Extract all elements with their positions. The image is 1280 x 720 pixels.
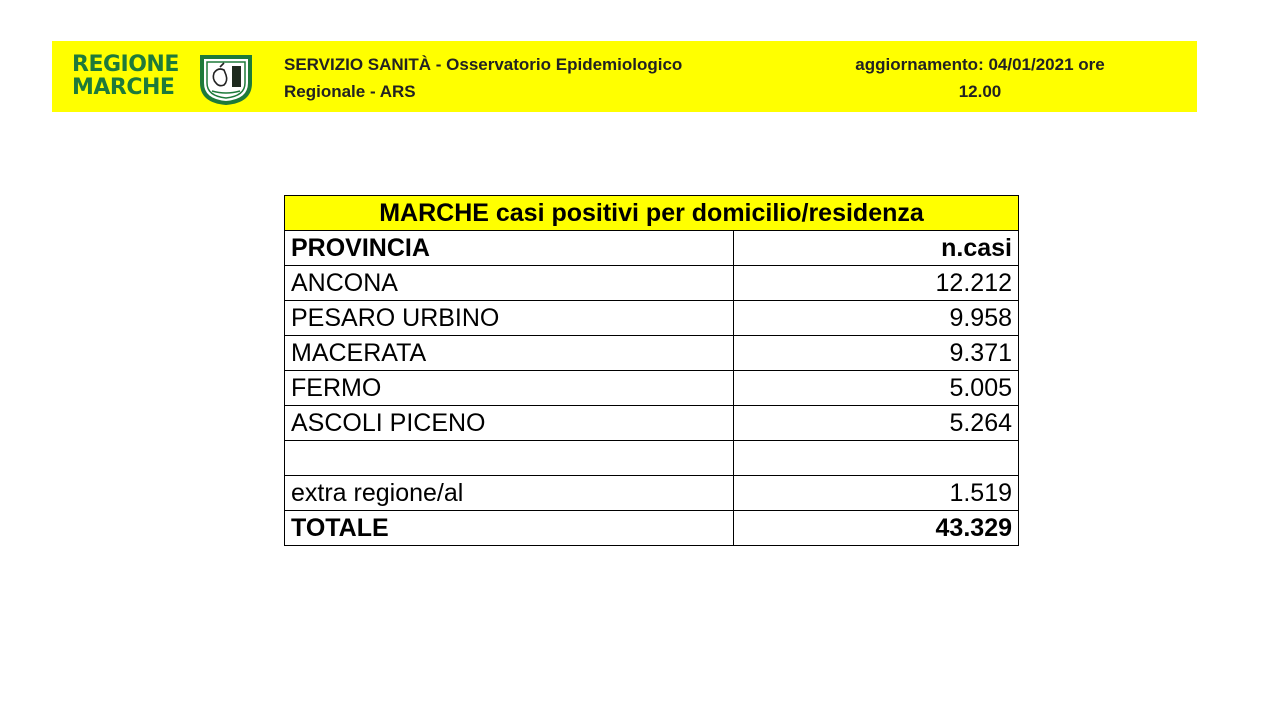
province-cases: 5.005 (734, 371, 1019, 406)
province-cases: 12.212 (734, 266, 1019, 301)
total-cases: 43.329 (734, 511, 1019, 546)
table-row (285, 336, 1019, 371)
province-name: ANCONA (285, 266, 734, 301)
update-line-1: aggiornamento: 04/01/2021 ore (855, 55, 1105, 74)
logo-line-1: REGIONE (72, 52, 179, 77)
logo-line-2: MARCHE (72, 75, 175, 100)
province-name: FERMO (285, 371, 734, 406)
province-cases: 9.371 (734, 336, 1019, 371)
empty-row (285, 441, 1019, 476)
header-title (284, 51, 784, 105)
table-title-row (285, 196, 1019, 231)
empty-cell (285, 441, 734, 476)
header-title-line-1: SERVIZIO SANITÀ - Osservatorio Epidemiologico (284, 55, 683, 74)
logo-text (72, 53, 196, 99)
table-row (285, 406, 1019, 441)
province-cases: 9.958 (734, 301, 1019, 336)
extra-region-row (285, 476, 1019, 511)
province-name: MACERATA (285, 336, 734, 371)
table-row (285, 301, 1019, 336)
table-header-row (285, 231, 1019, 266)
update-line-2: 12.00 (958, 82, 1002, 101)
extra-region-cases: 1.519 (734, 476, 1019, 511)
province-name: ASCOLI PICENO (285, 406, 734, 441)
header-band (52, 41, 1197, 112)
extra-region-label: extra regione/al (285, 476, 734, 511)
regione-marche-logo (72, 53, 257, 103)
province-cases: 5.264 (734, 406, 1019, 441)
table-row (285, 371, 1019, 406)
table-title: MARCHE casi positivi per domicilio/residenza (285, 196, 1019, 231)
column-header-province: PROVINCIA (285, 231, 734, 266)
total-label: TOTALE (285, 511, 734, 546)
regione-marche-shield-icon (198, 53, 254, 105)
cases-table (284, 195, 1019, 546)
update-timestamp (820, 51, 1140, 105)
header-title-line-2: Regionale - ARS (284, 82, 416, 101)
table-row (285, 266, 1019, 301)
empty-cell (734, 441, 1019, 476)
total-row (285, 511, 1019, 546)
column-header-cases: n.casi (734, 231, 1019, 266)
province-name: PESARO URBINO (285, 301, 734, 336)
